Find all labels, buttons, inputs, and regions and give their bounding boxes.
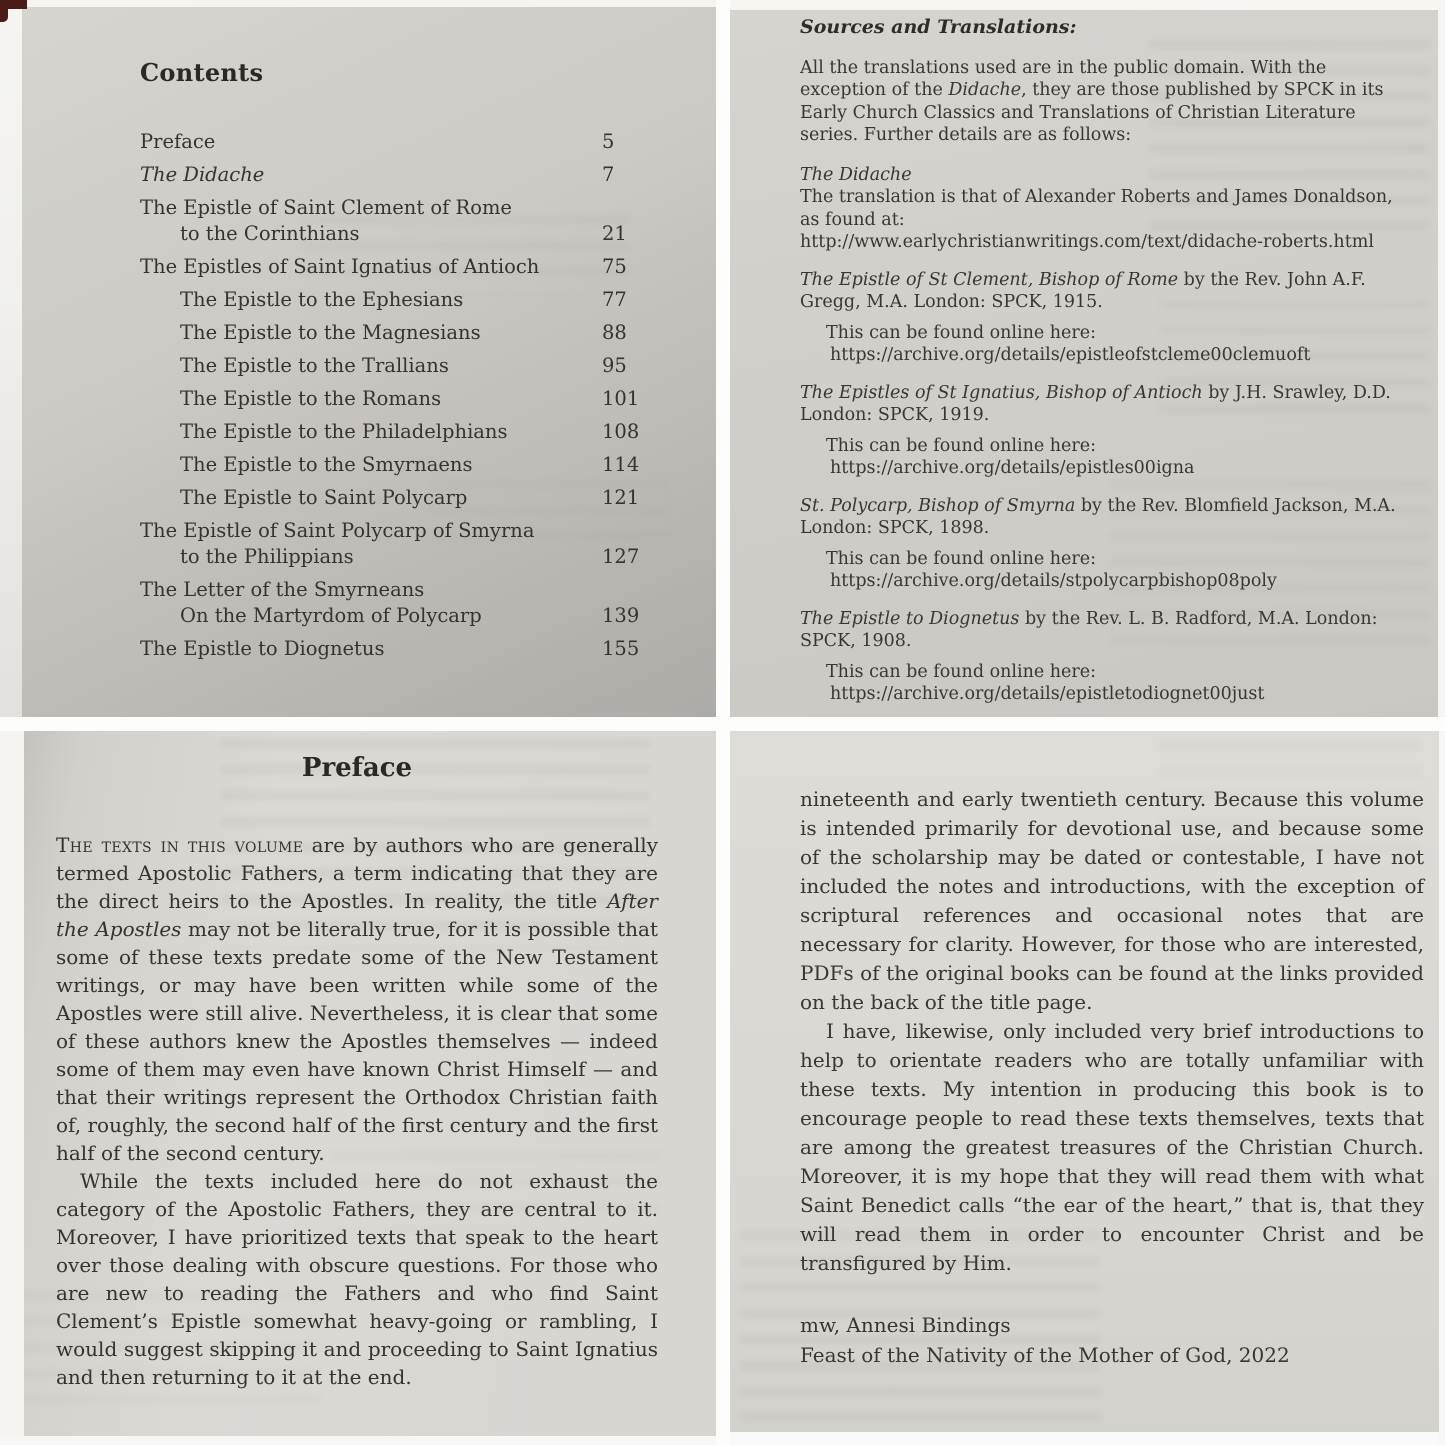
toc-entry <box>140 386 652 412</box>
toc-entry-page-number: 139 <box>602 604 640 627</box>
text-segment: After the Apostles <box>56 889 658 941</box>
toc-entry-title: The Epistle to the Smyrnaens <box>180 453 473 476</box>
page-edge-highlight <box>0 1436 716 1445</box>
page-edge-highlight <box>0 0 716 7</box>
text-segment: are by authors who are generally termed Apostolic Fathers, a term indicating that they are the direct heirs to the Apostles. In reality, the title <box>56 833 658 913</box>
source-found-label: This can be found online here: <box>826 435 1097 456</box>
preface-block <box>56 753 658 1391</box>
page-edge-highlight <box>0 0 22 717</box>
source-item-url: https://archive.org/details/epistleofstcleme00clemuoft <box>830 345 1311 365</box>
toc-entry <box>140 518 652 570</box>
toc-entry-title: The Epistle to Saint Polycarp <box>180 486 468 509</box>
table-of-contents <box>140 129 652 662</box>
toc-entry <box>140 577 652 629</box>
toc-entry-page-number: 155 <box>602 637 640 660</box>
text-segment: The Epistle of St Clement, Bishop of Rome <box>800 269 1179 290</box>
text-segment: The texts in this volume <box>56 833 304 857</box>
preface-heading: Preface <box>301 753 413 783</box>
toc-entry-page-number: 75 <box>602 255 627 278</box>
toc-entry-title: The Epistle to the Romans <box>180 387 442 410</box>
toc-entry <box>140 162 652 188</box>
preface-page-photo <box>0 731 716 1445</box>
page-edge-highlight <box>0 731 24 1445</box>
source-item-url: https://archive.org/details/epistles00igna <box>830 458 1195 478</box>
toc-entry-title: The Letter of the Smyrneans On the Martyrdom of Polycarp <box>140 578 482 627</box>
text-segment: , they are those published by SPCK in its Early Church Classics and Translations of Christian Literature series. Further details are as follows: <box>800 80 1384 145</box>
toc-entry-page-number: 114 <box>602 453 640 476</box>
source-found-label: This can be found online here: <box>826 322 1097 343</box>
page-edge-highlight <box>730 0 1445 10</box>
toc-entry-page-number: 77 <box>602 288 627 311</box>
sources-heading: Sources and Translations: <box>800 16 1077 38</box>
toc-entry-page-number: 127 <box>602 545 640 568</box>
source-item <box>800 269 1408 367</box>
source-item <box>800 608 1408 706</box>
toc-entry-title: The Epistle to Diognetus <box>140 637 385 660</box>
source-item-title <box>800 382 1408 427</box>
source-item <box>800 495 1408 593</box>
signature-block <box>800 1310 1424 1370</box>
page-edge-highlight <box>730 1432 1445 1445</box>
contents-block <box>140 58 652 669</box>
text-segment: by the Rev. L. B. Radford, M.A. London: SPCK, 1908. <box>800 608 1378 651</box>
contents-page-photo <box>0 0 716 717</box>
toc-entry <box>140 452 652 478</box>
toc-entry-title: The Epistle to the Philadelphians <box>180 420 508 443</box>
source-item <box>800 382 1408 480</box>
preface-continued-block <box>800 785 1424 1370</box>
toc-entry-title: The Epistle of Saint Polycarp of Smyrna to the Philippians <box>140 519 535 568</box>
text-segment: by the Rev. John A.F. Gregg, M.A. London: SPCK, 1915. <box>800 269 1366 312</box>
text-segment: St. Polycarp, Bishop of Smyrna <box>800 495 1076 516</box>
preface-cont-paragraph-1: nineteenth and early twentieth century. Because this volume is intended primarily for devotional use, and because some of the scholarship may be dated or contestable, I have not included the notes and introductions, with the exception of scriptural references and occasional notes that are necessary for clarity. However, for those who are interested, PDFs of the original books can be found at the links provided on the back of the title page. <box>800 787 1424 1014</box>
sources-page-photo <box>730 0 1445 717</box>
text-segment: The Epistle to Diognetus <box>800 608 1020 629</box>
toc-entry <box>140 287 652 313</box>
signature-date: Feast of the Nativity of the Mother of God, 2022 <box>800 1343 1290 1367</box>
sources-intro <box>800 57 1408 147</box>
toc-entry <box>140 254 652 280</box>
background-corner-mark <box>0 0 8 22</box>
text-segment: Didache <box>948 80 1022 100</box>
page-edge-highlight <box>1439 731 1445 1445</box>
signature-author: mw, Annesi Bindings <box>800 1313 1011 1337</box>
page-edge-highlight <box>1438 0 1445 717</box>
toc-entry-page-number: 108 <box>602 420 640 443</box>
source-item-url: https://archive.org/details/stpolycarpbishop08poly <box>830 571 1277 591</box>
toc-entry-page-number: 5 <box>602 130 615 153</box>
preface-paragraph-2: While the texts included here do not exhaust the category of the Apostolic Fathers, they are central to it. Moreover, I have prioritized texts that speak to the heart over those dealing with obscure questions. For those who are new to reading the Fathers and who find Saint Clement’s Epistle somewhat heavy-going or rambling, I would suggest skipping it and proceeding to Saint Ignatius and then returning to it at the end. <box>56 1169 658 1389</box>
toc-entry-page-number: 88 <box>602 321 627 344</box>
toc-entry <box>140 419 652 445</box>
text-segment: The Epistles of St Ignatius, Bishop of Antioch <box>800 382 1203 403</box>
toc-entry <box>140 636 652 662</box>
toc-entry <box>140 353 652 379</box>
text-segment: may not be literally true, for it is possible that some of these texts predate some of the New Testament writings, or may have been written while some of the Apostles were still alive. Nevertheless, it is clear that some of these authors knew the Apostles themselves — indeed some of them may even have known Christ Himself — and that their writings represent the Orthodox Christian faith of, roughly, the second half of the first century and the first half of the second century. <box>56 917 658 1165</box>
source-found-label: This can be found online here: <box>826 661 1097 682</box>
source-item-title <box>800 164 1408 187</box>
text-segment: by the Rev. Blomfield Jackson, M.A. London: SPCK, 1898. <box>800 495 1396 538</box>
toc-entry-title: Preface <box>140 130 216 153</box>
toc-entry-title: The Epistles of Saint Ignatius of Antioch <box>140 255 540 278</box>
sources-list <box>800 164 1408 706</box>
toc-entry-title: The Epistle of Saint Clement of Rome to the Corinthians <box>140 196 512 245</box>
text-segment: All the translations used are in the public domain. With the exception of the <box>800 57 1327 100</box>
toc-entry-page-number: 121 <box>602 486 640 509</box>
toc-entry <box>140 485 652 511</box>
preface-continued-page-photo <box>730 731 1445 1445</box>
toc-entry <box>140 195 652 247</box>
toc-entry-title: The Epistle to the Magnesians <box>180 321 481 344</box>
sources-block <box>800 16 1408 717</box>
toc-entry-title: The Didache <box>140 163 265 186</box>
toc-entry-page-number: 95 <box>602 354 627 377</box>
source-item-title <box>800 269 1408 314</box>
toc-entry <box>140 129 652 155</box>
source-item-line: http://www.earlychristianwritings.com/text/didache-roberts.html <box>800 232 1374 252</box>
toc-entry-page-number: 21 <box>602 222 627 245</box>
contents-heading: Contents <box>140 58 264 87</box>
text-segment: by J.H. Srawley, D.D. London: SPCK, 1919. <box>800 382 1391 425</box>
toc-entry-page-number: 101 <box>602 387 640 410</box>
text-segment: The Didache <box>800 164 912 185</box>
source-item-line: The translation is that of Alexander Roberts and James Donaldson, as found at: <box>800 187 1393 230</box>
toc-entry-page-number: 7 <box>602 163 615 186</box>
source-item-url: https://archive.org/details/epistletodiognet00just <box>830 684 1265 704</box>
source-item <box>800 164 1408 254</box>
source-item-title <box>800 495 1408 540</box>
preface-cont-paragraph-2: I have, likewise, only included very brief introductions to help to orientate readers who are totally unfamiliar with these texts. My intention in producing this book is to encourage people to read these texts themselves, texts that are among the greatest treasures of the Christian Church. Moreover, it is my hope that they will read them with what Saint Benedict calls “the ear of the heart,” that is, that they will read them in order to encounter Christ and be transfigured by Him. <box>800 1019 1424 1275</box>
source-found-label: This can be found online here: <box>826 548 1097 569</box>
preface-paragraph-1 <box>56 831 658 1167</box>
source-item-title <box>800 608 1408 653</box>
toc-entry-title: The Epistle to the Ephesians <box>180 288 464 311</box>
toc-entry-title: The Epistle to the Trallians <box>180 354 449 377</box>
toc-entry <box>140 320 652 346</box>
